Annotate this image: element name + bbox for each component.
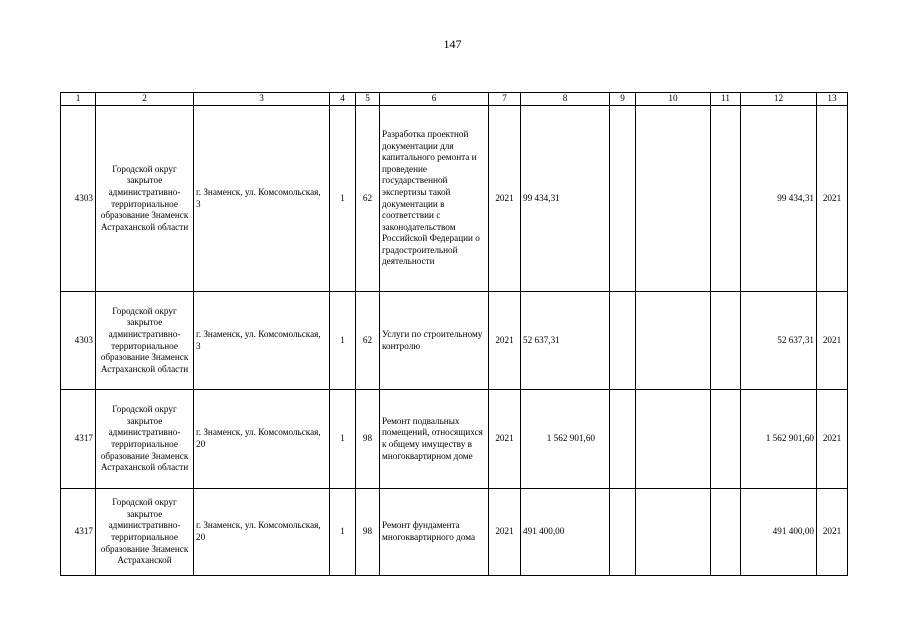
cell-col9	[610, 489, 636, 576]
cell-municipality: Городской округ закрытое административно-территориальное образование Знаменск Астраханской области	[96, 106, 194, 292]
page-number: 147	[443, 37, 462, 51]
col-header: 4	[330, 93, 356, 106]
cell-amount-total: 491 400,00	[741, 489, 817, 576]
col-header: 3	[194, 93, 330, 106]
cell-id: 4303	[61, 106, 96, 292]
col-header: 11	[711, 93, 741, 106]
col-header: 6	[380, 93, 489, 106]
table-row	[61, 106, 848, 292]
cell-year-end: 2021	[817, 489, 848, 576]
col-header: 9	[610, 93, 636, 106]
cell-col5: 62	[356, 292, 380, 390]
col-header: 12	[741, 93, 817, 106]
cell-amount-total: 52 637,31	[741, 292, 817, 390]
cell-year: 2021	[489, 106, 521, 292]
cell-municipality: Городской округ закрытое административно-территориальное образование Знаменск Астраханской	[96, 489, 194, 576]
register-table	[60, 92, 848, 576]
cell-id: 4303	[61, 292, 96, 390]
cell-municipality: Городской округ закрытое административно-территориальное образование Знаменск Астраханской области	[96, 292, 194, 390]
cell-address: г. Знаменск, ул. Комсомольская, 3	[194, 106, 330, 292]
cell-col5: 98	[356, 489, 380, 576]
col-header: 7	[489, 93, 521, 106]
cell-col11	[711, 292, 741, 390]
cell-work-type: Услуги по строительному контролю	[380, 292, 489, 390]
cell-col5: 62	[356, 106, 380, 292]
cell-work-type: Разработка проектной документации для капитального ремонта и проведение государственной экспертизы такой документации в соответствии с законодательством Российской Федерации о градостроительной деятельности	[380, 106, 489, 292]
cell-col9	[610, 106, 636, 292]
cell-amount-total: 1 562 901,60	[741, 390, 817, 489]
header-row	[61, 93, 848, 106]
cell-work-type: Ремонт фундамента многоквартирного дома	[380, 489, 489, 576]
cell-col10	[636, 292, 711, 390]
cell-year: 2021	[489, 390, 521, 489]
col-header: 13	[817, 93, 848, 106]
cell-col11	[711, 390, 741, 489]
cell-col5: 98	[356, 390, 380, 489]
table-row	[61, 489, 848, 576]
cell-address: г. Знаменск, ул. Комсомольская, 20	[194, 489, 330, 576]
table-row	[61, 292, 848, 390]
cell-id: 4317	[61, 390, 96, 489]
cell-year-end: 2021	[817, 292, 848, 390]
cell-year: 2021	[489, 292, 521, 390]
cell-amount: 491 400,00	[521, 489, 610, 576]
cell-amount: 52 637,31	[521, 292, 610, 390]
cell-col9	[610, 292, 636, 390]
cell-year-end: 2021	[817, 390, 848, 489]
cell-col4: 1	[330, 489, 356, 576]
cell-col11	[711, 489, 741, 576]
cell-work-type: Ремонт подвальных помещений, относящихся к общему имуществу в многоквартирном доме	[380, 390, 489, 489]
col-header: 10	[636, 93, 711, 106]
col-header: 2	[96, 93, 194, 106]
cell-amount-total: 99 434,31	[741, 106, 817, 292]
cell-amount: 99 434,31	[521, 106, 610, 292]
cell-year-end: 2021	[817, 106, 848, 292]
col-header: 1	[61, 93, 96, 106]
cell-year: 2021	[489, 489, 521, 576]
cell-address: г. Знаменск, ул. Комсомольская, 3	[194, 292, 330, 390]
cell-col4: 1	[330, 106, 356, 292]
cell-col4: 1	[330, 292, 356, 390]
cell-address: г. Знаменск, ул. Комсомольская, 20	[194, 390, 330, 489]
cell-col4: 1	[330, 390, 356, 489]
cell-amount: 1 562 901,60	[521, 390, 610, 489]
cell-col10	[636, 489, 711, 576]
table-row	[61, 390, 848, 489]
cell-id: 4317	[61, 489, 96, 576]
cell-col9	[610, 390, 636, 489]
cell-col10	[636, 390, 711, 489]
col-header: 8	[521, 93, 610, 106]
cell-municipality: Городской округ закрытое административно-территориальное образование Знаменск Астраханской области	[96, 390, 194, 489]
cell-col11	[711, 106, 741, 292]
col-header: 5	[356, 93, 380, 106]
cell-col10	[636, 106, 711, 292]
